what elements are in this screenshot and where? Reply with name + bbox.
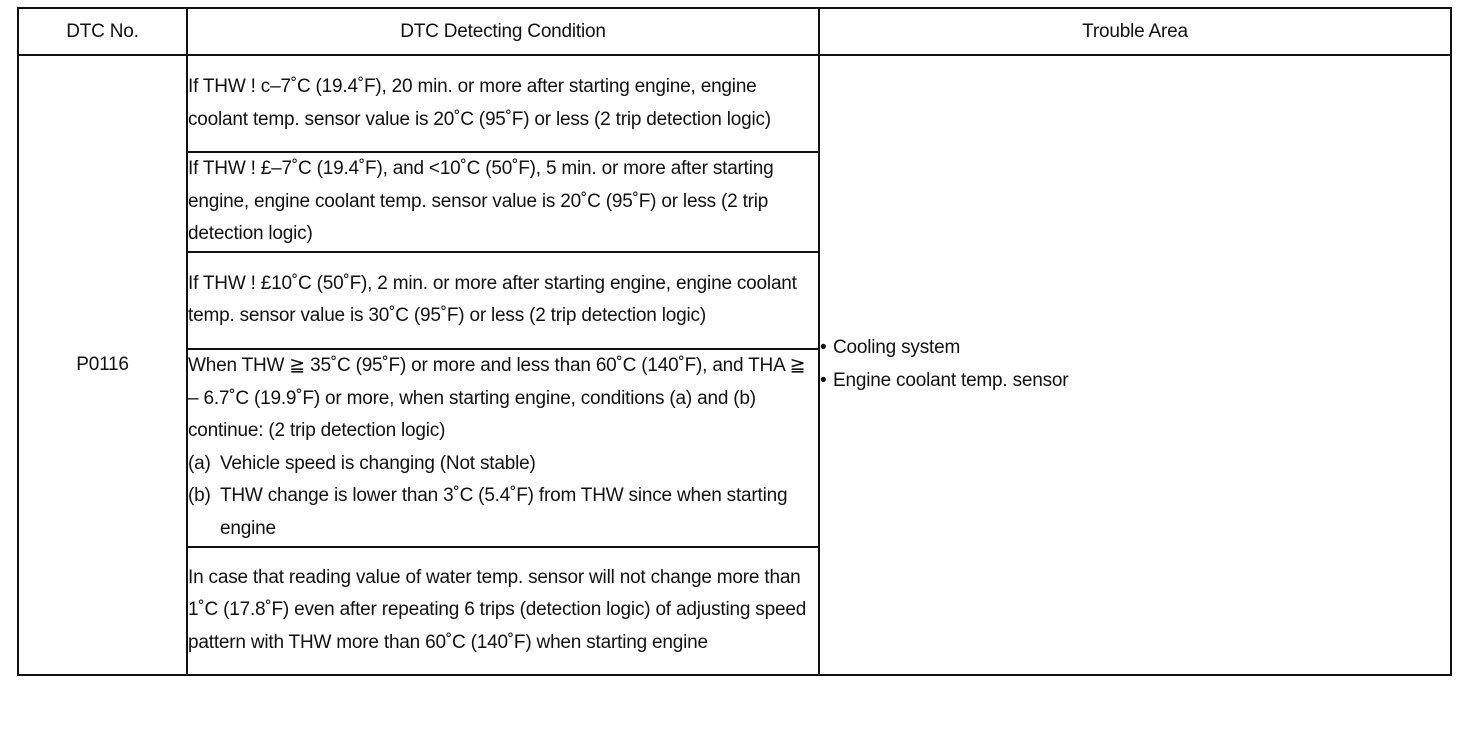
- bullet-icon: •: [820, 369, 827, 391]
- condition-text: If THW ! £–7˚C (19.4˚F), and <10˚C (50˚F), 5 min. or more after starting engine, engine coolant temp. sensor value is 20˚C (95˚F) or less (2 trip detection logic): [188, 158, 774, 245]
- condition-text: If THW ! £10˚C (50˚F), 2 min. or more after starting engine, engine coolant temp. sensor value is 30˚C (95˚F) or less (2 trip detection logic): [188, 272, 797, 327]
- table-row: [18, 55, 1451, 152]
- trouble-area-text: Cooling system: [833, 337, 961, 359]
- dtc-number-cell: [18, 55, 187, 675]
- condition-subitem: [188, 448, 818, 481]
- header-trouble-area: Trouble Area: [819, 8, 1451, 55]
- condition-text: When THW ≧ 35˚C (95˚F) or more and less than 60˚C (140˚F), and THA ≧ – 6.7˚C (19.9˚F) or more, when starting engine, conditions (a) and (b) continue: (2 trip detection logic): [188, 355, 806, 442]
- condition-cell-5: [187, 547, 819, 675]
- condition-cell-2: [187, 152, 819, 252]
- dtc-table: [17, 7, 1452, 676]
- condition-cell-4: [187, 349, 819, 547]
- condition-cell-1: [187, 55, 819, 152]
- condition-text: If THW ! c–7˚C (19.4˚F), 20 min. or more after starting engine, engine coolant temp. sensor value is 20˚C (95˚F) or less (2 trip detection logic): [188, 75, 771, 130]
- subitem-text: THW change is lower than 3˚C (5.4˚F) from THW since when starting engine: [220, 485, 788, 539]
- trouble-area-text: Engine coolant temp. sensor: [833, 369, 1069, 391]
- header-dtc-no: DTC No.: [18, 8, 187, 55]
- bullet-icon: •: [820, 337, 827, 359]
- trouble-area-cell: [819, 55, 1451, 675]
- trouble-area-item: [820, 365, 1450, 398]
- dtc-number: P0116: [76, 353, 129, 375]
- header-detecting-condition: DTC Detecting Condition: [187, 8, 819, 55]
- subitem-label: (b): [188, 485, 211, 507]
- header-row: [18, 8, 1451, 55]
- subitem-label: (a): [188, 452, 211, 474]
- condition-cell-3: [187, 252, 819, 349]
- subitem-text: Vehicle speed is changing (Not stable): [220, 452, 536, 474]
- trouble-area-item: [820, 332, 1450, 365]
- condition-subitem: [188, 480, 818, 545]
- condition-text: In case that reading value of water temp. sensor will not change more than 1˚C (17.8˚F) even after repeating 6 trips (detection logic) of adjusting speed pattern with THW more than 60˚C (140˚F) when starting engine: [188, 566, 807, 654]
